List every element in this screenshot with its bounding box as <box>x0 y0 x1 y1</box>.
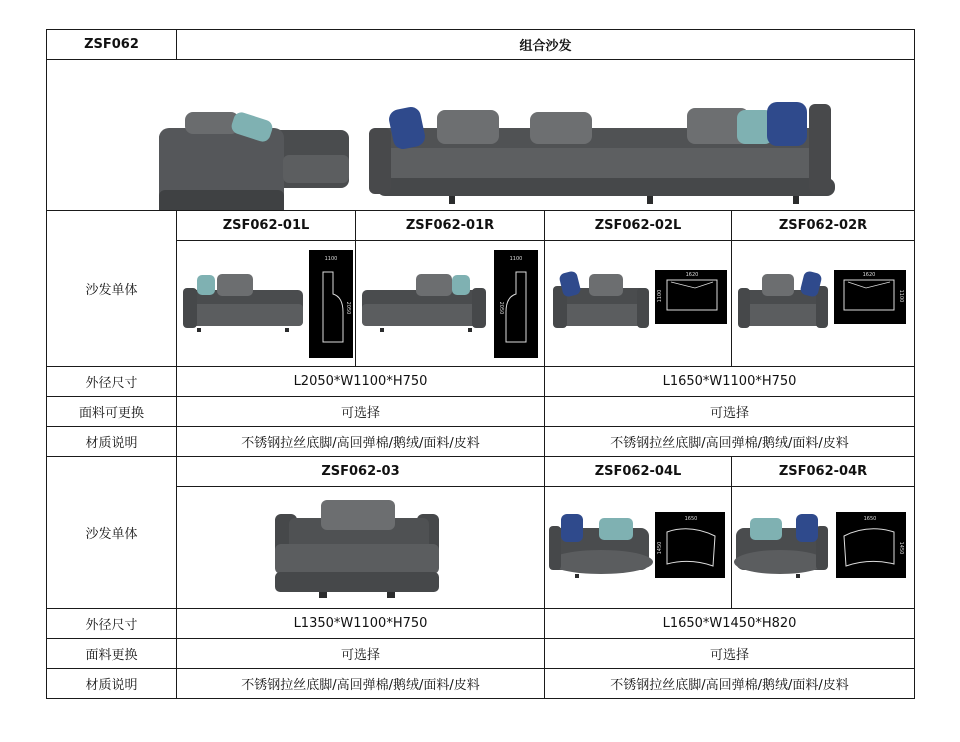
item-image-cell <box>732 241 915 367</box>
plan-dim-length: 1100 <box>898 289 904 302</box>
dims-value: L1350*W1100*H750 <box>177 609 545 639</box>
material-label: 材质说明 <box>47 427 177 457</box>
plan-dim-width: 1650 <box>863 515 877 522</box>
section2-fabric-row <box>47 639 915 669</box>
hero-sofa-image <box>47 60 913 210</box>
header-row <box>47 30 915 60</box>
section2-image-row <box>47 487 915 609</box>
chaise-sofa-photo <box>159 110 349 210</box>
item-code: ZSF062-02R <box>732 211 915 241</box>
plan-dim-width: 1620 <box>685 271 699 278</box>
item-image-cell <box>545 487 732 609</box>
fabric-value: 可选择 <box>177 639 545 669</box>
sofa-04L-image <box>545 488 731 608</box>
sofa-02L-image <box>545 242 731 366</box>
model-code: ZSF062 <box>47 30 177 60</box>
item-code: ZSF062-01L <box>177 211 356 241</box>
product-title: 组合沙发 <box>177 30 915 60</box>
item-image-cell <box>732 487 915 609</box>
material-value: 不锈钢拉丝底脚/高回弹棉/鹅绒/面料/皮料 <box>545 669 915 699</box>
material-value: 不锈钢拉丝底脚/高回弹棉/鹅绒/面料/皮料 <box>177 669 545 699</box>
fabric-label: 面料可更换 <box>47 397 177 427</box>
item-image-cell <box>177 241 356 367</box>
item-image-cell <box>545 241 732 367</box>
section1-fabric-row <box>47 397 915 427</box>
plan-dim-width: 1100 <box>324 255 338 262</box>
hero-row <box>47 60 915 211</box>
section2-dims-row <box>47 609 915 639</box>
floor-plan-02R <box>834 270 906 324</box>
hero-image-cell <box>47 60 915 211</box>
dims-label: 外径尺寸 <box>47 609 177 639</box>
item-code: ZSF062-02L <box>545 211 732 241</box>
dims-label: 外径尺寸 <box>47 367 177 397</box>
modular-sofa-photo <box>369 102 835 204</box>
dims-value: L2050*W1100*H750 <box>177 367 545 397</box>
section1-row-label: 沙发单体 <box>47 211 177 367</box>
fabric-label: 面料更换 <box>47 639 177 669</box>
dims-value: L1650*W1100*H750 <box>545 367 915 397</box>
material-value: 不锈钢拉丝底脚/高回弹棉/鹅绒/面料/皮料 <box>545 427 915 457</box>
sofa-01R-image <box>356 242 544 366</box>
plan-dim-width: 1100 <box>509 255 523 262</box>
section1-code-row <box>47 211 915 241</box>
item-code: ZSF062-01R <box>356 211 545 241</box>
floor-plan-02L <box>655 270 727 324</box>
plan-dim-length: 2050 <box>345 301 351 314</box>
section2-material-row <box>47 669 915 699</box>
plan-dim-length: 2050 <box>498 301 504 314</box>
sofa-01L-image <box>177 242 355 366</box>
material-value: 不锈钢拉丝底脚/高回弹棉/鹅绒/面料/皮料 <box>177 427 545 457</box>
sofa-02R-image <box>732 242 914 366</box>
plan-dim-width: 1650 <box>684 515 698 522</box>
fabric-value: 可选择 <box>177 397 545 427</box>
plan-dim-width: 1620 <box>862 271 876 278</box>
material-label: 材质说明 <box>47 669 177 699</box>
item-code: ZSF062-04L <box>545 457 732 487</box>
section1-image-row <box>47 241 915 367</box>
sofa-03-image <box>177 488 545 608</box>
fabric-value: 可选择 <box>545 397 915 427</box>
sofa-04R-image <box>732 488 914 608</box>
spec-table <box>46 29 915 699</box>
dims-value: L1650*W1450*H820 <box>545 609 915 639</box>
plan-dim-length: 1100 <box>657 289 663 302</box>
item-image-cell <box>356 241 545 367</box>
section1-dims-row <box>47 367 915 397</box>
item-code: ZSF062-04R <box>732 457 915 487</box>
item-image-cell <box>177 487 545 609</box>
plan-dim-length: 1450 <box>898 541 904 554</box>
section1-material-row <box>47 427 915 457</box>
fabric-value: 可选择 <box>545 639 915 669</box>
section2-code-row <box>47 457 915 487</box>
section2-row-label: 沙发单体 <box>47 457 177 609</box>
item-code: ZSF062-03 <box>177 457 545 487</box>
plan-dim-length: 1450 <box>657 541 663 554</box>
